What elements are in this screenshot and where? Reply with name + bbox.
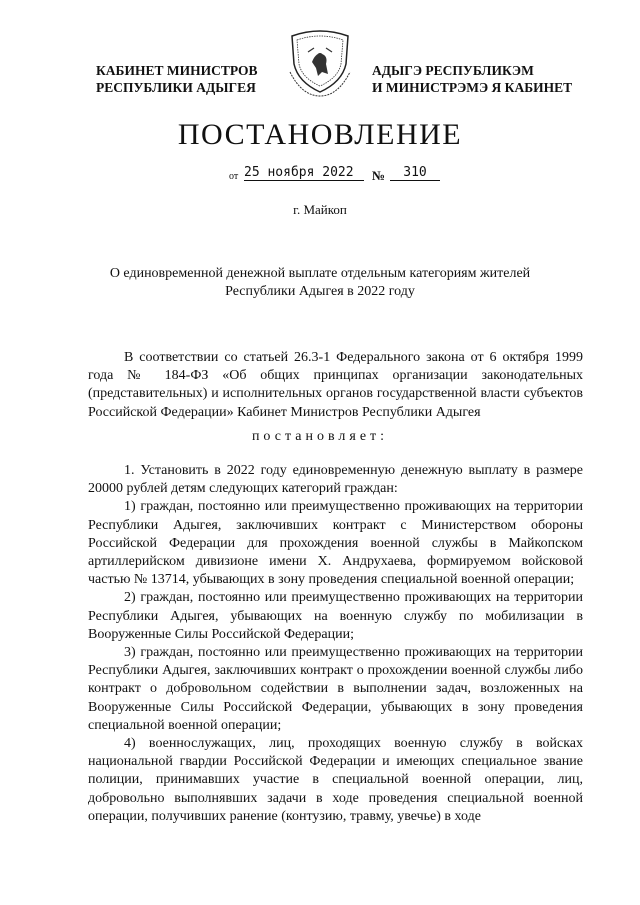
emblem-graphic <box>282 22 358 98</box>
number-sign: № <box>372 168 386 183</box>
subitem-2: 2) граждан, постоянно или преимущественно проживающих на территории Республики Адыгея, убывающих на военную службу по мобилизации в Вооруженные Силы Российской Федерации; <box>88 590 583 642</box>
document-title: ПОСТАНОВЛЕНИЕ <box>177 118 463 151</box>
resolution-body <box>88 462 583 826</box>
date-prefix: от <box>229 171 239 182</box>
issuer-name-russian <box>96 62 258 96</box>
city-line: г. Майкоп <box>293 202 347 217</box>
issuer-line-2-adyghe: И МИНИСТРЭМЭ Я КАБИНЕТ <box>372 80 573 95</box>
document-subject <box>100 265 540 301</box>
issuer-line-2: РЕСПУБЛИКИ АДЫГЕЯ <box>96 80 256 95</box>
preamble <box>88 349 583 422</box>
subitem-3: 3) граждан, постоянно или преимущественно проживающих на территории Республики Адыгея, заключивших контракт о прохождении военной службы либо контракт о добровольном содействии в выполнении задач, возложенных на Вооруженные Силы Российской Федерации, убывающих в зону проведения специальной военной операции; <box>88 645 583 733</box>
issuer-line-1-adyghe: АДЫГЭ РЕСПУБЛИКЭМ <box>372 63 534 78</box>
subject-line-2: Республики Адыгея в 2022 году <box>225 284 415 299</box>
issuer-name-adyghe <box>372 62 572 96</box>
document-number: 310 <box>390 165 440 181</box>
paragraph-1: 1. Установить в 2022 году единовременную денежную выплату в размере 20000 рублей детям следующих категорий граждан: <box>88 463 583 497</box>
subitem-1: 1) граждан, постоянно или преимущественно проживающих на территории Республики Адыгея, заключивших контракт с Министерством обороны Российской Федерации для прохождения военной службы в Майкопском артиллерийском дивизионе имени Х. Андрухаева, формируемом войсковой частью № 13714, убывающих в зону проведения специальной военной операции; <box>88 499 583 588</box>
coat-of-arms-emblem <box>282 22 358 98</box>
resolves-word: постановляет: <box>251 429 389 444</box>
subject-line-1: О единовременной денежной выплате отдельным категориям жителей <box>109 266 531 281</box>
document-date: 25 ноября 2022 <box>244 165 364 181</box>
issuer-line-1: КАБИНЕТ МИНИСТРОВ <box>96 63 258 78</box>
preamble-paragraph: В соответствии со статьей 26.3-1 Федерального закона от 6 октября 1999 года № 184-ФЗ «Об общих принципах организации законодательных (представительных) и исполнительных органов государственной власти субъектов Российской Федерации» Кабинет Министров Республики Адыгея <box>88 350 583 420</box>
subitem-4: 4) военнослужащих, лиц, проходящих военную службу в войсках национальной гвардии Российской Федерации и имеющих специальное звание полиции, принимавших участие в специальной военной операции, лиц, добровольно выполнявших задачи в ходе проведения специальной военной операции, получивших ранение (контузию, травму, увечье) в ходе <box>88 736 583 824</box>
